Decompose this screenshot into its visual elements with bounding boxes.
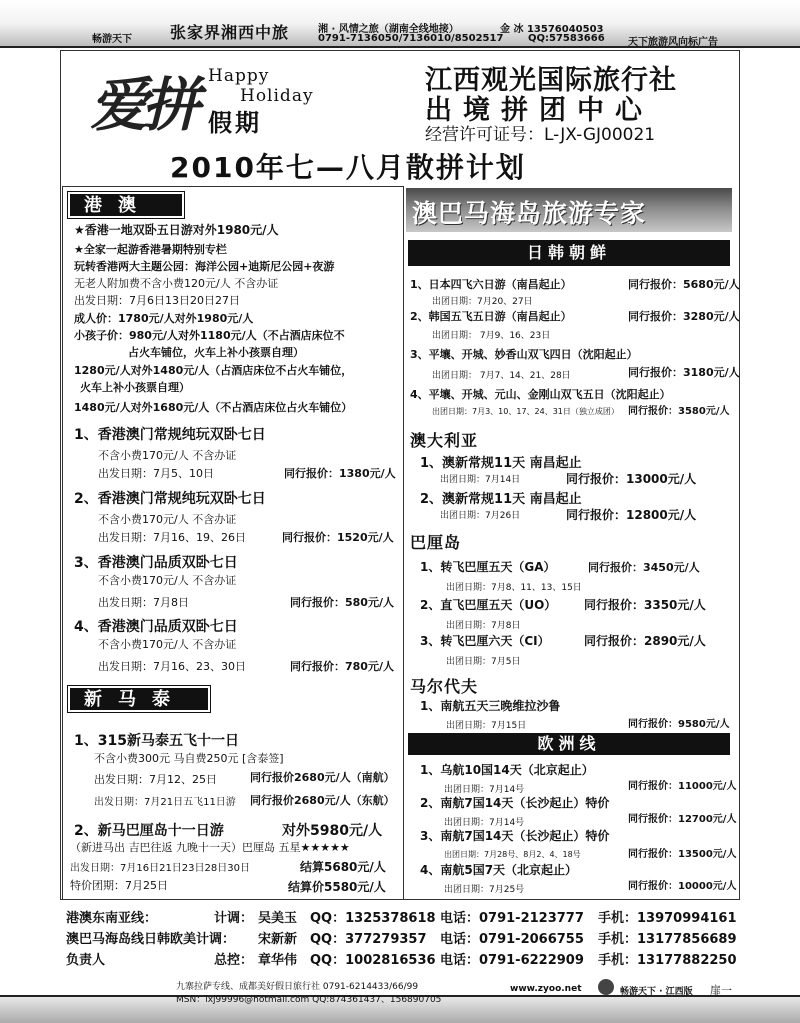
rjc-3-title: 3、平壤、开城、妙香山双飞四日（沈阳起止） — [410, 348, 638, 361]
xmt-tour-2-dates: 出发日期：7月16日21日23日28日30日 — [70, 863, 250, 874]
maldives-heading: 马尔代夫 — [410, 677, 479, 696]
contact-2-line: 澳巴马海岛线日韩欧美计调： — [66, 932, 236, 947]
bali-2-price: 同行报价：3350元/人 — [584, 598, 706, 612]
hk-tour-3-note: 不含小费170元/人 不含办证 — [98, 574, 237, 587]
footer-line-2: MSN：lxj99996@hotmail.com QQ:874361437、156890705 — [176, 995, 442, 1005]
bali-heading: 巴厘岛 — [410, 533, 462, 552]
hk-line-0: ★香港一地双卧五日游对外1980元/人 — [74, 223, 279, 237]
agency-name: 江西观光国际旅行社 — [425, 65, 677, 96]
hk-line-1: ★全家一起游香港暑期特别专栏 — [74, 243, 227, 256]
bali-1-dates: 出团日期：7月8、11、13、15日 — [446, 583, 582, 593]
logo-holiday: Holiday — [240, 86, 314, 106]
eu-heading: 欧洲线 — [408, 733, 730, 755]
header-tagline: 湘 · 风情之旅（湖南全线地接） — [318, 24, 459, 35]
plan-title: 2010年七—八月散拼计划 — [170, 151, 526, 184]
hk-line-7: 占火车铺位，火车上补小孩票自理） — [128, 346, 304, 359]
aus-heading: 澳大利亚 — [410, 431, 479, 450]
xmt-tour-2-title: 2、新马巴厘岛十一日游 — [74, 823, 224, 839]
hk-line-4: 出发日期：7月6日13日20日27日 — [74, 294, 240, 307]
contact-2-name: 宋新新 — [258, 932, 298, 947]
hk-tour-3-price: 同行报价：580元/人 — [290, 596, 394, 609]
hk-tour-2-note: 不含小费170元/人 不含办证 — [98, 513, 237, 526]
license-number: 经营许可证号：L-JX-GJ00021 — [425, 125, 656, 145]
maldives-1-dates: 出团日期：7月15日 — [446, 721, 527, 731]
eu-4-price: 同行报价：10000元/人 — [628, 881, 737, 892]
hk-line-3: 无老人附加费不含小费120元/人 不含办证 — [74, 277, 279, 290]
eu-3-dates: 出团日期：7月28号、8月2、4、18号 — [444, 850, 581, 859]
xmt-tour-2-price2: 结算价5580元/人 — [288, 880, 386, 894]
contact-3-qq: QQ：1002816536 — [310, 953, 436, 968]
rjc-3-dates: 出团日期： 7月7、14、21、28日 — [432, 371, 571, 381]
hk-tour-4-title: 4、香港澳门品质双卧七日 — [74, 619, 238, 635]
aus-2-price: 同行报价：12800元/人 — [566, 508, 697, 522]
eu-2-price: 同行报价：12700元/人 — [628, 814, 737, 825]
contact-1-mobile: 手机：13970994161 — [598, 911, 737, 926]
bali-1-price: 同行报价：3450元/人 — [588, 561, 700, 574]
rjc-2-dates: 出团日期： 7月9、16、23日 — [432, 331, 551, 341]
rjc-1-title: 1、日本四飞六日游（南昌起止） — [410, 278, 572, 291]
bali-3-price: 同行报价：2890元/人 — [584, 634, 706, 648]
logo-jiaqi: 假期 — [208, 109, 262, 137]
aus-1-dates: 出团日期：7月14日 — [440, 475, 521, 485]
contact-2-tel: 电话：0791-2066755 — [440, 932, 584, 947]
eu-1-title: 1、乌航10国14天（北京起止） — [420, 763, 594, 777]
contact-3-role: 总控： — [214, 953, 254, 968]
contact-3-name: 章华伟 — [258, 953, 298, 968]
rjc-4-dates: 出团日期：7月3、10、17、24、31日（独立成团） — [432, 407, 619, 416]
eu-2-title: 2、南航7国14天（长沙起止）特价 — [420, 796, 610, 810]
header-contact: 金 冰 13576040503 — [500, 24, 604, 35]
xmt-tour-2-outside-price: 对外5980元/人 — [282, 823, 383, 839]
hk-line-2: 玩转香港两大主题公园：海洋公园+迪斯尼公园+夜游 — [74, 260, 335, 273]
hk-line-6: 小孩子价：980元/人对外1180元/人（不占酒店床位不 — [74, 329, 345, 342]
contact-1-qq: QQ：1325378618 — [310, 911, 436, 926]
eu-3-title: 3、南航7国14天（长沙起止）特价 — [420, 829, 610, 843]
hk-line-10: 1480元/人对外1680元/人（不占酒店床位占火车铺位） — [74, 401, 353, 414]
rjc-heading: 日韩朝鲜 — [408, 240, 730, 266]
contact-1-tel: 电话：0791-2123777 — [440, 911, 584, 926]
hk-tour-2-title: 2、香港澳门常规纯玩双卧七日 — [74, 491, 266, 507]
hk-tour-3-dates: 出发日期：7月8日 — [98, 596, 189, 609]
rjc-1-price: 同行报价：5680元/人 — [628, 278, 740, 291]
agency-center: 出境拼团中心 — [425, 95, 653, 126]
footer-logo-icon — [598, 979, 614, 995]
xmt-tour-1-note: 不含小费300元 马自费250元 [含泰签] — [94, 752, 284, 765]
hk-tour-2-price: 同行报价：1520元/人 — [282, 531, 394, 544]
aus-1-price: 同行报价：13000元/人 — [566, 472, 697, 486]
contact-2-mobile: 手机：13177856689 — [598, 932, 737, 947]
xmt-tour-1-dates2: 出发日期：7月21日五飞11日游 — [94, 797, 236, 808]
contact-1-role: 计调： — [214, 911, 254, 926]
aus-1-title: 1、澳新常规11天 南昌起止 — [420, 456, 582, 471]
maldives-1-title: 1、南航五天三晚维拉沙鲁 — [420, 699, 561, 713]
xmt-tour-2-special: 特价团期：7月25日 — [70, 879, 168, 892]
hk-tour-1-note: 不含小费170元/人 不含办证 — [98, 449, 237, 462]
hk-line-9: 火车上补小孩票自理） — [80, 381, 190, 394]
logo-happy: Happy — [208, 66, 270, 86]
rjc-3-price: 同行报价：3180元/人 — [628, 366, 740, 379]
eu-4-dates: 出团日期：7月25号 — [444, 885, 525, 895]
bali-2-dates: 出团日期：7月8日 — [446, 621, 521, 631]
header-brand: 张家界湘西中旅 — [170, 23, 290, 42]
rjc-2-price: 同行报价：3280元/人 — [628, 310, 740, 323]
hk-tour-3-title: 3、香港澳门品质双卧七日 — [74, 555, 238, 571]
bali-3-dates: 出团日期：7月5日 — [446, 657, 521, 667]
contact-3-mobile: 手机：13177882250 — [598, 953, 737, 968]
eu-2-dates: 出团日期：7月14号 — [444, 818, 525, 828]
bali-2-title: 2、直飞巴厘五天（UO） — [420, 598, 557, 612]
xmt-tour-1-price1: 同行报价2680元/人（南航） — [250, 771, 395, 784]
hk-tour-4-dates: 出发日期：7月16、23、30日 — [98, 660, 246, 673]
contact-3-tel: 电话：0791-6222909 — [440, 953, 584, 968]
aus-2-title: 2、澳新常规11天 南昌起止 — [420, 492, 582, 507]
aus-2-dates: 出团日期：7月26日 — [440, 511, 521, 521]
bali-3-title: 3、转飞巴厘六天（CI） — [420, 634, 550, 648]
contact-2-qq: QQ：377279357 — [310, 932, 427, 947]
xmt-heading: 新马泰 — [68, 686, 210, 712]
footer-page: 扉一 — [710, 984, 732, 997]
footer-brand: 畅游天下 · 江西版 — [620, 987, 693, 997]
hk-tour-1-title: 1、香港澳门常规纯玩双卧七日 — [74, 427, 266, 443]
rjc-4-price: 同行报价：3580元/人 — [628, 406, 730, 417]
xmt-tour-2-price1: 结算5680元/人 — [300, 860, 386, 874]
contact-1-name: 吴美玉 — [258, 911, 298, 926]
eu-1-dates: 出团日期：7月14号 — [444, 785, 525, 795]
header-qq: QQ:57583666 — [528, 33, 605, 44]
hk-line-8: 1280元/人对外1480元/人（占酒店床位不占火车铺位， — [74, 364, 353, 377]
hk-tour-4-note: 不含小费170元/人 不含办证 — [98, 638, 237, 651]
rjc-2-title: 2、韩国五飞五日游（南昌起止） — [410, 310, 572, 323]
hk-tour-1-price: 同行报价：1380元/人 — [284, 467, 396, 480]
header-slogan: 畅游天下 — [92, 34, 132, 45]
eu-3-price: 同行报价：13500元/人 — [628, 849, 737, 860]
header-phones: 0791-7136050/7136010/8502517 — [318, 33, 504, 44]
right-banner: 澳巴马海岛旅游专家 — [406, 188, 732, 232]
bali-1-title: 1、转飞巴厘五天（GA） — [420, 560, 556, 574]
eu-4-title: 4、南航5国7天（北京起止） — [420, 863, 578, 877]
xmt-tour-1-dates1: 出发日期：7月12、25日 — [94, 773, 217, 786]
rjc-4-title: 4、平壤、开城、元山、金刚山双飞五日（沈阳起止） — [410, 388, 671, 401]
footer-site: www.zyoo.net — [510, 984, 582, 994]
xmt-tour-1-price2: 同行报价2680元/人（东航） — [250, 794, 395, 807]
xmt-tour-1-title: 1、315新马泰五飞十一日 — [74, 733, 239, 749]
rjc-1-dates: 出团日期：7月20、27日 — [432, 297, 533, 307]
maldives-1-price: 同行报价：9580元/人 — [628, 719, 730, 730]
header-slogan-right: 天下旅游风向标广告 — [628, 37, 718, 48]
hk-tour-1-dates: 出发日期：7月5、10日 — [98, 467, 214, 480]
hk-tour-2-dates: 出发日期：7月16、19、26日 — [98, 531, 246, 544]
hk-heading: 港澳 — [68, 192, 184, 218]
logo-brush-text: 爱拼 — [90, 71, 195, 139]
hk-tour-4-price: 同行报价：780元/人 — [290, 660, 394, 673]
xmt-tour-2-note: （新进马出 吉巴往返 九晚十一天）巴厘岛 五星★★★★★ — [70, 841, 350, 854]
hk-line-5: 成人价：1780元/人对外1980元/人 — [74, 312, 254, 325]
contact-3-line: 负责人 — [66, 953, 106, 968]
eu-1-price: 同行报价：11000元/人 — [628, 781, 737, 792]
contact-1-line: 港澳东南亚线： — [66, 911, 158, 926]
footer-line-1: 九寨拉萨专线、成都美好假日旅行社 0791-6214433/66/99 — [176, 982, 419, 992]
